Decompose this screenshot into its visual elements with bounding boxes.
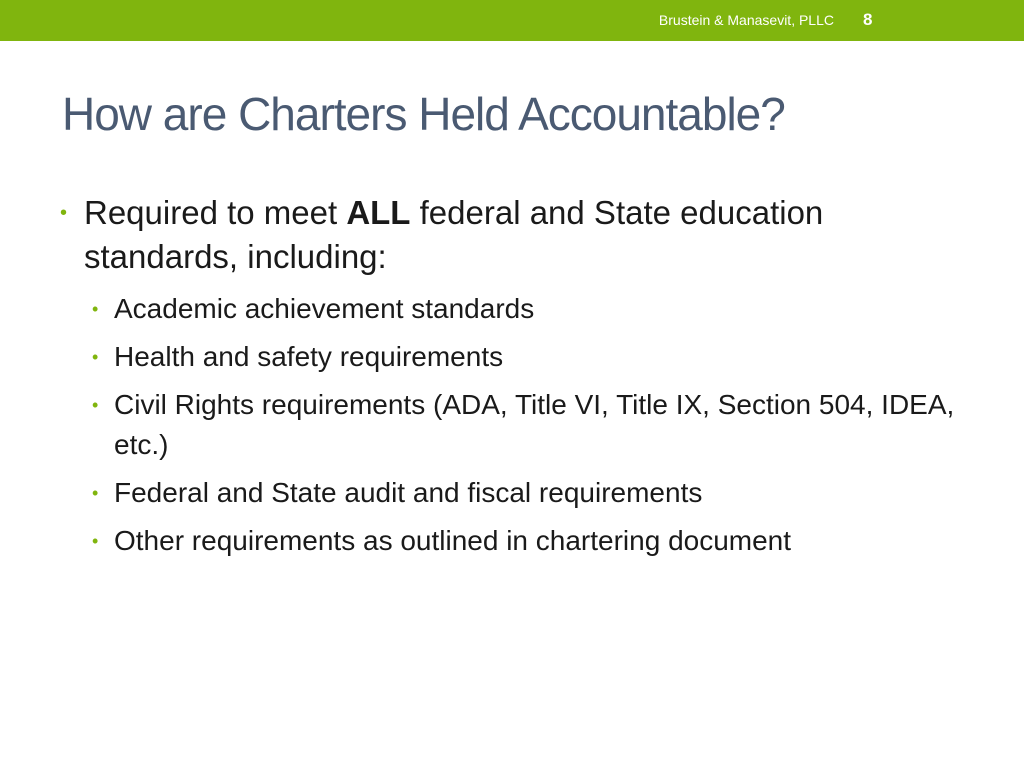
firm-name: Brustein & Manasevit, PLLC <box>658 12 834 28</box>
sub-bullet-item <box>60 385 980 465</box>
main-bullet-suffix: federal and State education standards, including: <box>84 194 824 275</box>
sub-bullet-list <box>84 289 980 561</box>
sub-bullet-item <box>60 473 980 513</box>
sub-bullet-item <box>60 337 980 377</box>
sub-bullet-text: Academic achievement standards <box>114 293 535 324</box>
sub-bullet-text: Civil Rights requirements (ADA, Title VI, Title IX, Section 504, IDEA, etc.) <box>114 389 955 460</box>
bullet-dot-icon: • <box>92 299 99 319</box>
sub-bullet-text: Federal and State audit and fiscal requirements <box>114 477 703 508</box>
sub-bullet-text: Health and safety requirements <box>114 341 504 372</box>
bullet-dot-icon: • <box>92 483 99 503</box>
sub-bullet-item <box>60 289 980 329</box>
main-bullet <box>60 191 980 561</box>
header-bar <box>0 0 1024 41</box>
slide-title: How are Charters Held Accountable? <box>62 88 785 140</box>
bullet-dot-icon: • <box>92 347 99 367</box>
bullet-dot-icon: • <box>60 202 68 224</box>
sub-bullet-text: Other requirements as outlined in chartering document <box>114 525 792 556</box>
slide-body <box>60 191 980 569</box>
bullet-dot-icon: • <box>92 395 99 415</box>
sub-bullet-item <box>60 521 980 561</box>
main-bullet-prefix: Required to meet <box>84 194 347 231</box>
main-bullet-emphasis: ALL <box>346 194 411 231</box>
slide-number: 8 <box>863 10 873 29</box>
bullet-list <box>60 191 980 561</box>
bullet-dot-icon: • <box>92 531 99 551</box>
